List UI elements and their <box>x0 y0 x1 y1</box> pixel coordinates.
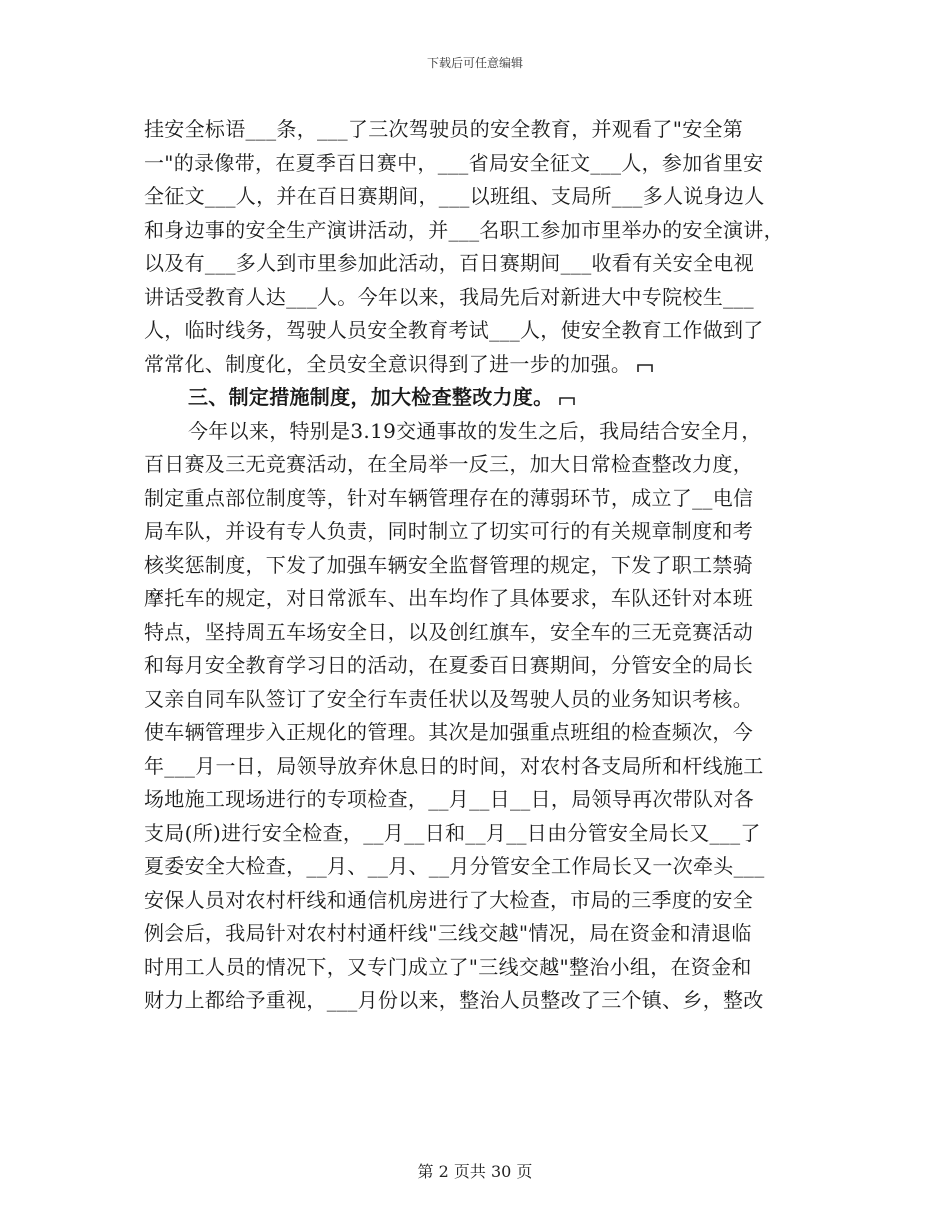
paragraph-mark-icon <box>637 363 653 373</box>
text-line: 讲话受教育人达___人。今年以来，我局先后对新进大中专院校生___ <box>144 284 754 309</box>
text-line: 和每月安全教育学习日的活动，在夏委百日赛期间，分管安全的局长 <box>144 653 753 677</box>
text-line: 摩托车的规定，对日常派车、出车均作了具体要求，车队还针对本班 <box>144 586 753 610</box>
text-line: 支局(所)进行安全检查，__月__日和__月__日由分管安全局长又___了 <box>144 820 761 845</box>
text-line: 使车辆管理步入正规化的管理。其次是加强重点班组的检查频次，今 <box>144 720 753 744</box>
text-line: 核奖惩制度，下发了加强车辆安全监督管理的规定，下发了职工禁骑 <box>144 552 753 577</box>
text-line: 一"的录像带，在夏季百日赛中，___省局安全征文___人，参加省里安 <box>144 150 764 175</box>
text-line: 挂安全标语___条，___了三次驾驶员的安全教育，并观看了"安全第 <box>144 117 744 141</box>
text-line: 时用工人员的情况下，又专门成立了"三线交越"整治小组，在资金和 <box>144 954 752 979</box>
text-line: 局车队，并设有专人负责，同时制立了切实可行的有关规章制度和考 <box>144 519 753 543</box>
text-line: 人，临时线务，驾驶人员安全教育考试___人，使安全教育工作做到了 <box>144 318 764 342</box>
paragraph-end-line <box>144 348 814 382</box>
text-line: 夏委安全大检查，__月、__月、__月分管安全工作局长又一次牵头___ <box>144 854 765 878</box>
section-heading <box>144 381 814 415</box>
page-footer: 第 2 页共 30 页 <box>417 1162 533 1181</box>
text-line: 又亲自同车队签订了安全行车责任状以及驾驶人员的业务知识考核。 <box>144 686 753 711</box>
text-line: 以及有___多人到市里参加此活动，百日赛期间___收看有关安全电视 <box>144 251 754 275</box>
text-line: 全征文___人，并在百日赛期间，___以班组、支局所___多人说身边人 <box>144 184 765 208</box>
text-line: 百日赛及三无竞赛活动，在全局举一反三，加大日常检查整改力度， <box>144 452 753 476</box>
text-line: 场地施工现场进行的专项检查，__月__日__日，局领导再次带队对各 <box>144 787 754 811</box>
text-line: 常常化、制度化，全员安全意识得到了进一步的加强。 <box>144 351 632 376</box>
text-line: 安保人员对农村杆线和通信机房进行了大检查，市局的三季度的安全 <box>144 887 753 912</box>
paragraph-mark-icon <box>559 396 575 406</box>
text-line: 和身边事的安全生产演讲活动，并___名职工参加市里举办的安全演讲， <box>144 217 784 242</box>
text-line: 今年以来，特别是3.19交通事故的发生之后，我局结合安全月， <box>188 418 762 443</box>
document-body <box>144 113 814 1018</box>
text-line: 例会后，我局针对农村村通杆线"三线交越"情况，局在资金和清退临 <box>144 921 752 945</box>
text-line: 财力上都给予重视，___月份以来，整治人员整改了三个镇、乡，整改 <box>144 988 764 1012</box>
page-header: 下载后可任意编辑 <box>426 56 523 70</box>
text-line: 年___月一日，局领导放弃休息日的时间，对农村各支局所和杆线施工 <box>144 753 764 778</box>
text-line: 特点，坚持周五车场安全日，以及创红旗车，安全车的三无竞赛活动 <box>144 619 753 644</box>
text-line: 制定重点部位制度等，针对车辆管理存在的薄弱环节，成立了__电信 <box>144 485 754 510</box>
section-heading-text: 三、制定措施制度，加大检查整改力度。 <box>188 385 554 409</box>
